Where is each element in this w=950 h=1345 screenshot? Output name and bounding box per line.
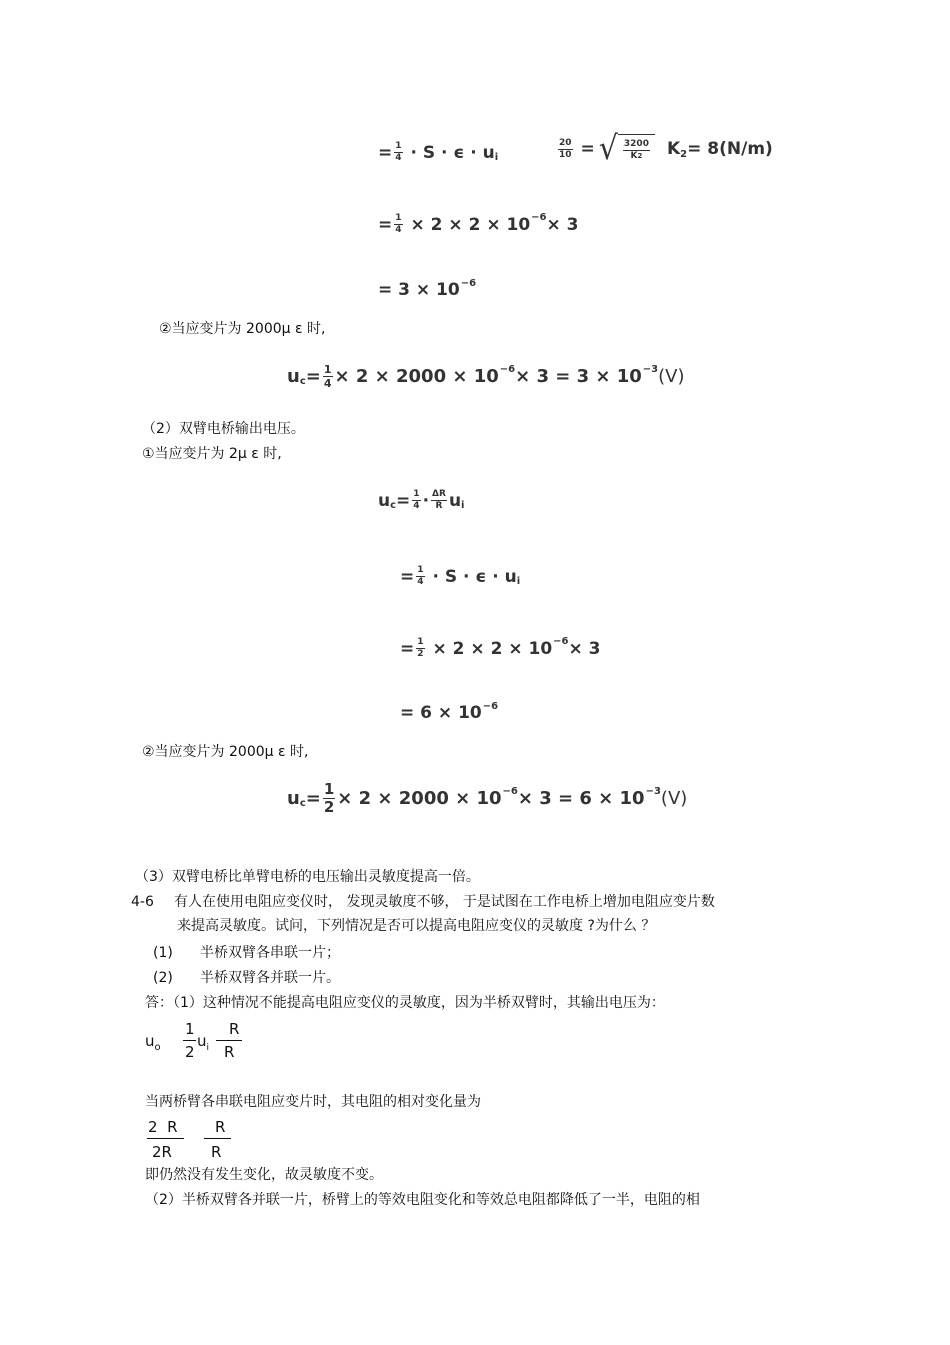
- eq-text: ·: [422, 490, 430, 511]
- formula-num2: R: [229, 1020, 240, 1038]
- formula-output-voltage: [145, 1018, 265, 1068]
- eq-text: × 2 × 2000 × 10: [334, 366, 499, 387]
- equation-double-arm-1: [378, 490, 464, 511]
- eq-superscript: −3: [642, 364, 659, 375]
- fraction: $\frac{1}{2}$: [323, 780, 335, 816]
- eq-subscript: c: [299, 376, 306, 387]
- eq-text: × 2 × 2000 × 10: [337, 788, 502, 809]
- equation-double-arm-2000: [287, 782, 687, 815]
- text-case1-double: ①当应变片为 2μ ε 时,: [142, 446, 282, 462]
- eq-superscript: −6: [502, 786, 518, 797]
- eq-text: × 2 × 2 × 10: [432, 638, 553, 659]
- text-part3: （3）双臂电桥比单臂电桥的电压输出灵敏度提高一倍。: [135, 869, 480, 885]
- eq-text: · S · ϵ · u: [432, 566, 517, 587]
- equation-single-arm-2: [378, 214, 579, 235]
- fraction: $\frac{1}{2}$: [417, 637, 424, 659]
- fraction: $\frac{1}{4}$: [323, 363, 332, 390]
- eq-text: u: [287, 366, 300, 387]
- question-item2-text: 半桥双臂各并联一片。: [200, 970, 340, 986]
- fraction: $\frac{1}{4}$: [395, 141, 402, 163]
- formula-num2: R: [215, 1118, 226, 1136]
- eq-text: =: [400, 566, 415, 587]
- formula-num1: 2 R: [148, 1118, 178, 1136]
- eq-superscript: −6: [499, 364, 516, 375]
- fraction: $\frac{3200}{K2}$: [623, 139, 649, 161]
- formula-den1: 2R: [152, 1143, 172, 1161]
- eq-subscript: i: [516, 576, 521, 587]
- eq-text: =: [305, 788, 321, 809]
- eq-text: =: [378, 142, 393, 163]
- eq-text: = 6 × 10: [400, 703, 482, 723]
- fraction: $\frac{1}{4}$: [413, 489, 420, 511]
- equation-k2: [556, 129, 773, 168]
- formula-den2: R: [211, 1143, 222, 1161]
- fraction: $\frac{20}{10}$: [559, 137, 572, 160]
- formula-relative-change: [145, 1118, 245, 1166]
- eq-text: (V): [658, 366, 685, 387]
- eq-subscript: 2: [680, 148, 688, 160]
- text-case2-double: ②当应变片为 2000μ ε 时,: [142, 744, 309, 760]
- equation-single-arm-1: [378, 142, 498, 163]
- eq-subscript: i: [494, 152, 499, 163]
- eq-text: = 8(N/m): [687, 139, 773, 159]
- equation-double-arm-4: [400, 700, 499, 723]
- question-line1: 有人在使用电阻应变仪时， 发现灵敏度不够， 于是试图在工作电桥上增加电阻应变片数: [174, 894, 715, 910]
- fraction: $\frac{\Delta R}{R}$: [432, 489, 446, 511]
- eq-text: u: [287, 788, 300, 809]
- eq-text: (V): [660, 788, 688, 809]
- text-case2-single: ②当应变片为 2000μ ε 时,: [159, 321, 326, 337]
- eq-text: u: [448, 490, 462, 511]
- equation-double-arm-2: [400, 566, 520, 587]
- eq-text: · S · ϵ · u: [410, 142, 495, 163]
- eq-text: =: [400, 638, 415, 659]
- question-line2: 来提高灵敏度。试问，下列情况是否可以提高电阻应变仪的灵敏度 ?为什么 ？: [177, 918, 656, 934]
- formula-den2: R: [224, 1043, 235, 1061]
- equation-single-arm-3: [378, 277, 477, 300]
- answer-line1: 答：（1）这种情况不能提高电阻应变仪的灵敏度，因为半桥双臂时，其输出电压为：: [145, 995, 665, 1011]
- eq-superscript: −6: [553, 636, 569, 647]
- formula-den1: 2: [185, 1043, 195, 1061]
- eq-text: u: [378, 490, 391, 511]
- formula-uo: $u_o$: [145, 1032, 161, 1053]
- eq-text: K: [666, 139, 681, 159]
- eq-text: =: [580, 139, 595, 159]
- fraction: $\frac{1}{4}$: [395, 213, 402, 235]
- formula-num1: 1: [185, 1020, 195, 1038]
- question-number: 4-6: [131, 894, 154, 910]
- eq-text: × 3 = 6 × 10: [517, 788, 645, 809]
- question-item1-number: (1): [153, 945, 173, 961]
- eq-text: × 3 = 3 × 10: [515, 366, 642, 387]
- eq-text: × 2 × 2 × 10: [410, 214, 531, 235]
- eq-superscript: −3: [645, 786, 661, 797]
- equation-single-arm-2000: [287, 364, 685, 389]
- square-root: √ $\frac{3200}{K2}$: [599, 134, 655, 164]
- eq-text: × 3: [546, 214, 579, 235]
- eq-superscript: −6: [460, 277, 477, 289]
- fraction: $\frac{1}{4}$: [417, 565, 424, 587]
- eq-subscript: c: [299, 798, 306, 809]
- eq-subscript: i: [461, 500, 465, 511]
- eq-text: = 3 × 10: [378, 280, 460, 300]
- question-item2-number: (2): [153, 970, 173, 986]
- eq-subscript: c: [390, 500, 397, 511]
- equation-double-arm-3: [400, 638, 601, 659]
- question-item1-text: 半桥双臂各串联一片；: [200, 945, 340, 961]
- answer-line3: 即仍然没有发生变化，故灵敏度不变。: [145, 1167, 383, 1183]
- eq-superscript: −6: [482, 700, 499, 712]
- text-part2-heading: （2）双臂电桥输出电压。: [142, 421, 305, 437]
- eq-text: × 3: [568, 638, 601, 659]
- eq-superscript: −6: [531, 212, 547, 223]
- answer-line4: （2）半桥双臂各并联一片，桥臂上的等效电阻变化和等效总电阻都降低了一半，电阻的相: [145, 1192, 700, 1208]
- eq-text: =: [305, 366, 321, 387]
- eq-text: =: [378, 214, 393, 235]
- formula-ui: $u_i$: [197, 1032, 210, 1053]
- answer-line2: 当两桥臂各串联电阻应变片时，其电阻的相对变化量为: [145, 1094, 481, 1110]
- eq-text: =: [396, 490, 411, 511]
